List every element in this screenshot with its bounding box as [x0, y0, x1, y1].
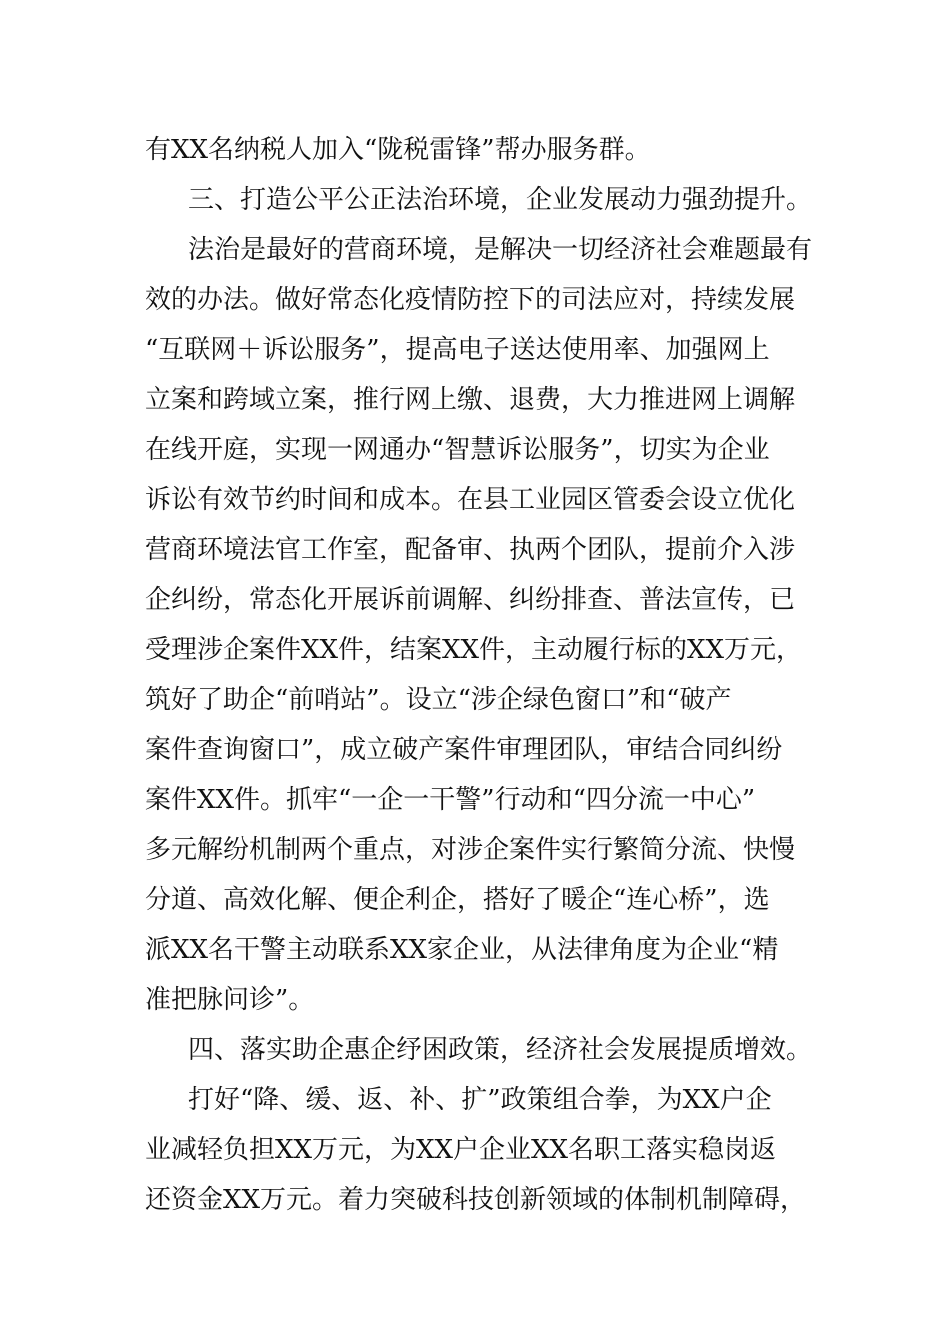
text-line: 还资金XX万元。着力突破科技创新领域的体制机制障碍， — [145, 1185, 807, 1215]
text-line: 案件查询窗口”，成立破产案件审理团队，审结合同纠纷 — [145, 735, 783, 765]
paragraph-line: 法治是最好的营商环境，是解决一切经济社会难题最有 — [188, 235, 813, 265]
text-line: 立案和跨域立案，推行网上缴、退费，大力推进网上调解 — [145, 385, 796, 415]
text-line: 多元解纷机制两个重点，对涉企案件实行繁简分流、快慢 — [145, 835, 796, 865]
text-line: 受理涉企案件XX件，结案XX件，主动履行标的XX万元， — [145, 635, 803, 665]
text-line: “互联网＋诉讼服务”，提高电子送达使用率、加强网上 — [145, 335, 770, 365]
section-heading: 三、打造公平公正法治环境，企业发展动力强劲提升。 — [188, 185, 813, 215]
text-line: 业减轻负担XX万元，为XX户企业XX名职工落实稳岗返 — [145, 1135, 777, 1165]
text-line: 准把脉问诊”。 — [145, 985, 315, 1015]
paragraph-line: 打好“降、缓、返、补、扩”政策组合拳，为XX户企 — [188, 1085, 772, 1115]
text-line: 企纠纷，常态化开展诉前调解、纠纷排查、普法宣传，已 — [145, 585, 796, 615]
text-line: 有XX名纳税人加入“陇税雷锋”帮办服务群。 — [145, 135, 651, 165]
text-line: 分道、高效化解、便企利企，搭好了暖企“连心桥”，选 — [145, 885, 770, 915]
text-line: 筑好了助企“前哨站”。设立“涉企绿色窗口”和“破产 — [145, 685, 732, 715]
text-line: 营商环境法官工作室，配备审、执两个团队，提前介入涉 — [145, 535, 796, 565]
text-line: 效的办法。做好常态化疫情防控下的司法应对，持续发展 — [145, 285, 796, 315]
text-line: 案件XX件。抓牢“一企一干警”行动和“四分流一中心” — [145, 785, 756, 815]
text-line: 派XX名干警主动联系XX家企业，从法律角度为企业“精 — [145, 935, 779, 965]
section-heading: 四、落实助企惠企纾困政策，经济社会发展提质增效。 — [188, 1035, 813, 1065]
text-line: 诉讼有效节约时间和成本。在县工业园区管委会设立优化 — [145, 485, 796, 515]
text-line: 在线开庭，实现一网通办“智慧诉讼服务”，切实为企业 — [145, 435, 770, 465]
